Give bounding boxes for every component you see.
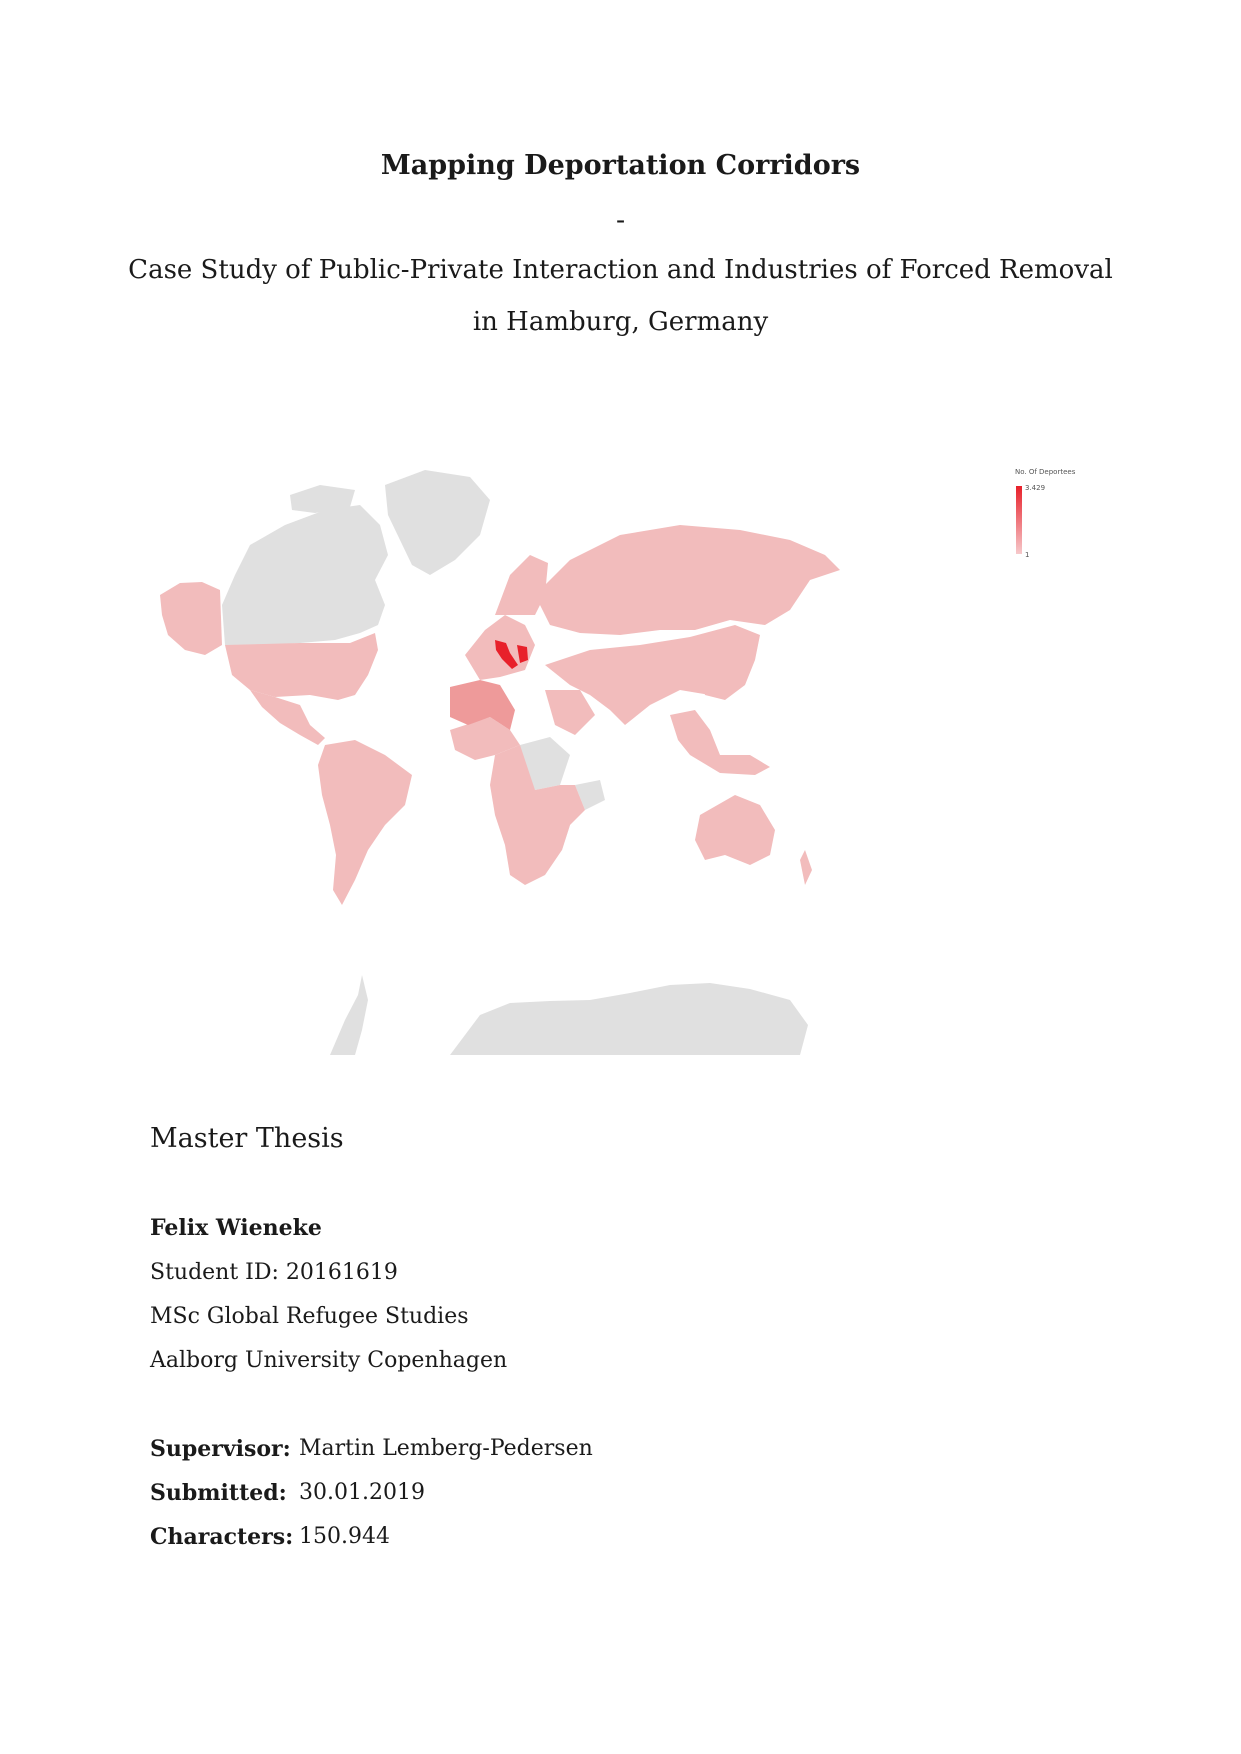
university-name: Aalborg University Copenhagen (150, 1348, 508, 1373)
greenland (385, 470, 490, 575)
se-asia (670, 710, 770, 775)
submitted-value: 30.01.2019 (299, 1480, 425, 1505)
characters-label: Characters: (150, 1524, 294, 1550)
scandinavia (495, 555, 548, 615)
subtitle-line-1: Case Study of Public-Private Interaction and Industries of Forced Removal (128, 255, 1113, 285)
characters-value: 150.944 (299, 1524, 390, 1549)
supervisor-value: Martin Lemberg-Pedersen (299, 1436, 593, 1461)
russia (535, 525, 840, 635)
program-name: MSc Global Refugee Studies (150, 1304, 469, 1329)
submitted-label: Submitted: (150, 1480, 287, 1506)
alaska (160, 582, 222, 655)
australia (695, 795, 775, 865)
legend-title: No. Of Deportees (1015, 468, 1076, 476)
world-deportation-map (150, 455, 950, 1060)
supervisor-label: Supervisor: (150, 1436, 291, 1462)
south-america (318, 740, 412, 905)
nz (800, 850, 812, 885)
legend-min-label: 1 (1025, 551, 1030, 559)
antarctic-peninsula (330, 975, 368, 1055)
legend-gradient-bar (1016, 486, 1022, 554)
mexico (250, 690, 325, 745)
document-type: Master Thesis (150, 1123, 344, 1154)
canada (222, 505, 388, 645)
subtitle-line-2: in Hamburg, Germany (472, 307, 769, 337)
document-title: Mapping Deportation Corridors (380, 150, 861, 181)
student-id: Student ID: 20161619 (150, 1260, 398, 1285)
title-separator: - (615, 205, 626, 236)
antarctica (450, 983, 808, 1055)
arabia (545, 690, 595, 735)
author-name: Felix Wieneke (150, 1215, 322, 1241)
map-legend (1015, 468, 1135, 568)
legend-max-label: 3.429 (1025, 484, 1046, 492)
